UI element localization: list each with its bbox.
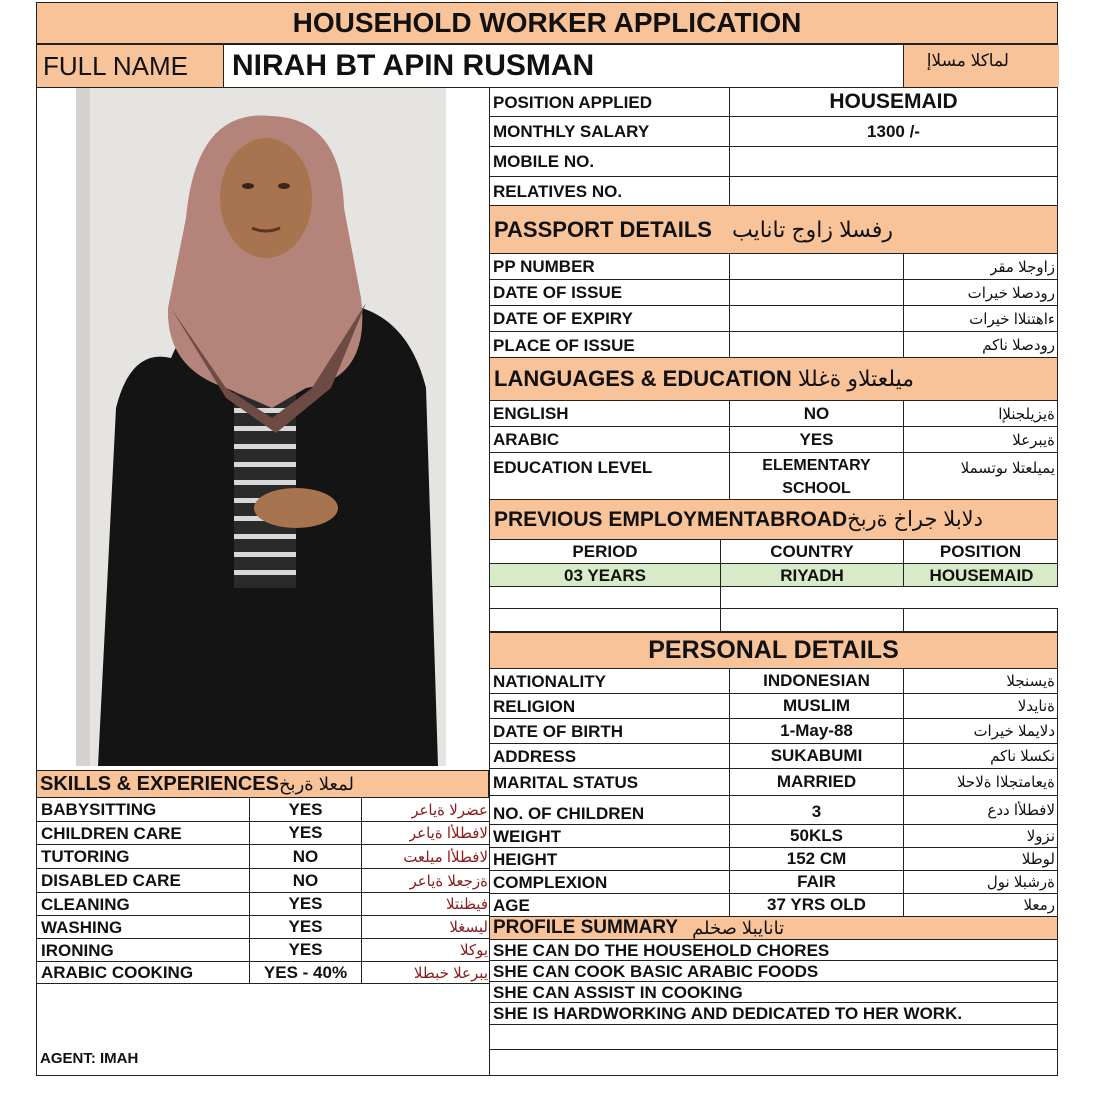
skills-title-arabic: لمعلا ةربخ: [278, 773, 355, 794]
pp-number-label: PP NUMBER: [493, 257, 595, 276]
table-row: [490, 796, 1057, 825]
arabic-label: ARABIC: [493, 430, 560, 449]
list-item: [490, 940, 1057, 961]
portrait-illustration: [76, 88, 446, 766]
skill-label: CHILDREN CARE: [41, 823, 182, 843]
skill-value: YES - 40%: [263, 962, 348, 982]
children-value: 3: [811, 802, 822, 821]
age-label: AGE: [493, 895, 530, 915]
skill-value: YES: [288, 823, 323, 842]
list-item: [490, 1025, 1057, 1050]
relatives-label: RELATIVES NO.: [493, 182, 623, 201]
position-header: POSITION: [903, 540, 1057, 563]
employment-position: HOUSEMAID: [903, 564, 1059, 586]
table-row: [490, 694, 1057, 719]
job-table: [489, 88, 1058, 206]
skill-arabic: لافطلأا ةياعر: [408, 825, 488, 842]
employment-title: PREVIOUS EMPLOYMENTABROAD: [494, 507, 848, 531]
pp-number-arabic: زاوجلا مقر: [990, 258, 1055, 276]
issue-date-arabic: رودصلا خيرات: [967, 284, 1055, 302]
table-row: [490, 871, 1057, 894]
religion-label: RELIGION: [493, 696, 576, 716]
table-row: [490, 669, 1057, 694]
skill-value: YES: [288, 799, 323, 819]
skill-label: BABYSITTING: [41, 800, 157, 819]
marital-label: MARITAL STATUS: [493, 772, 639, 792]
passport-title: PASSPORT DETAILS: [494, 216, 712, 242]
profile-table: [489, 940, 1058, 1076]
position-value: HOUSEMAID: [829, 90, 958, 113]
list-item: [490, 961, 1057, 982]
issue-date-label: DATE OF ISSUE: [493, 283, 623, 302]
skill-value: YES: [288, 894, 323, 913]
employment-header: [489, 499, 1058, 540]
arabic-value: YES: [799, 429, 834, 449]
skill-arabic: فيظنتلا: [445, 896, 488, 913]
employment-table: [489, 540, 1058, 632]
page-title: HOUSEHOLD WORKER APPLICATION: [292, 7, 802, 38]
salary-value: 1300 /-: [867, 121, 920, 141]
expiry-date-label: DATE OF EXPIRY: [493, 309, 633, 328]
full-name-value-cell: [223, 45, 903, 87]
table-row: [490, 117, 1057, 147]
full-name-arabic: لماكلا مسلاإ: [926, 51, 1009, 70]
table-row: [490, 769, 1057, 796]
agent-name: AGENT: IMAH: [40, 1050, 139, 1067]
expiry-date-arabic: ءاهتنلاا خيرات: [969, 310, 1055, 328]
employment-period: 03 YEARS: [564, 565, 646, 585]
education-arabic: يميلعتلا ىوتسملا: [960, 460, 1055, 477]
education-label: EDUCATION LEVEL: [493, 458, 653, 477]
complexion-value: FAIR: [797, 872, 836, 891]
skill-value: NO: [292, 846, 319, 866]
list-item: [490, 1003, 1057, 1025]
passport-header: [489, 205, 1058, 254]
nationality-arabic: ةيسنجلا: [1006, 673, 1055, 690]
nationality-value: INDONESIAN: [763, 671, 870, 690]
profile-line-4: SHE IS HARDWORKING AND DEDICATED TO HER WORK.: [493, 1004, 963, 1023]
address-value: SUKABUMI: [770, 746, 863, 765]
skills-title: SKILLS & EXPERIENCES: [40, 772, 279, 795]
full-name-label-cell: [37, 45, 223, 87]
table-row: [489, 540, 1058, 564]
address-arabic: نكسلا ناكم: [990, 748, 1055, 765]
marital-value: MARRIED: [776, 772, 857, 791]
weight-value: 50KLS: [790, 826, 843, 845]
dob-arabic: دلايملا خيرات: [973, 723, 1055, 740]
issue-place-label: PLACE OF ISSUE: [493, 335, 635, 355]
english-label: ENGLISH: [493, 404, 569, 423]
complexion-label: COMPLEXION: [493, 872, 608, 892]
nationality-label: NATIONALITY: [493, 671, 607, 691]
employment-title-arabic: دلابلا جراخ ةربخ: [847, 508, 984, 531]
skill-value: YES: [288, 940, 323, 959]
weight-arabic: نزولا: [1026, 828, 1055, 845]
skill-arabic: لافطلأا ميلعت: [403, 848, 488, 866]
table-row: [37, 939, 489, 962]
table-row: [490, 453, 1057, 500]
skill-label: IRONING: [41, 940, 114, 960]
skill-label: TUTORING: [41, 847, 130, 866]
table-row: [489, 609, 1058, 632]
profile-header: [489, 916, 1058, 940]
personal-header: [489, 632, 1058, 669]
table-row: [490, 177, 1057, 206]
table-row: [37, 962, 489, 984]
full-name-row: [36, 44, 1058, 88]
dob-value: 1-May-88: [780, 721, 853, 740]
skill-label: CLEANING: [41, 894, 130, 914]
full-name-value: NIRAH BT APIN RUSMAN: [232, 49, 595, 82]
age-value: 37 YRS OLD: [767, 895, 866, 914]
country-header: COUNTRY: [720, 540, 903, 563]
agent-label: [40, 1050, 138, 1067]
list-item: [490, 982, 1057, 1003]
address-label: ADDRESS: [493, 746, 577, 766]
height-label: HEIGHT: [493, 849, 558, 869]
dob-label: DATE OF BIRTH: [493, 721, 624, 741]
height-value: 152 CM: [786, 849, 847, 868]
position-label: POSITION APPLIED: [493, 92, 653, 112]
table-row: [490, 427, 1057, 453]
table-row: [490, 848, 1057, 871]
period-header: PERIOD: [572, 542, 638, 561]
issue-place-arabic: رودصلا ناكم: [982, 337, 1055, 354]
weight-label: WEIGHT: [493, 826, 561, 846]
skills-header: [36, 770, 489, 798]
personal-title: PERSONAL DETAILS: [648, 636, 899, 664]
skill-label: WASHING: [41, 917, 123, 937]
table-row: [37, 893, 489, 916]
languages-title-arabic: ميلعتلاو ةغللا: [797, 366, 915, 391]
employment-country: RIYADH: [720, 564, 903, 586]
skill-arabic: يبرعلا خبطلا: [413, 964, 488, 982]
skill-arabic: عضرلا ةياعر: [411, 801, 488, 819]
salary-label: MONTHLY SALARY: [493, 122, 650, 141]
title-bar: [36, 2, 1058, 44]
religion-value: MUSLIM: [782, 696, 851, 715]
table-row: [490, 254, 1057, 280]
children-arabic: لافطلأا ددع: [987, 802, 1055, 819]
profile-line-3: SHE CAN ASSIST IN COOKING: [493, 982, 743, 1002]
table-row: [490, 332, 1057, 358]
table-row: [490, 280, 1057, 306]
full-name-label: FULL NAME: [43, 50, 188, 81]
profile-line-1: SHE CAN DO THE HOUSEHOLD CHORES: [493, 940, 830, 960]
mobile-label: MOBILE NO.: [493, 152, 595, 171]
languages-title: LANGUAGES & EDUCATION: [494, 366, 792, 391]
languages-header: [489, 357, 1058, 401]
profile-line-2: SHE CAN COOK BASIC ARABIC FOODS: [493, 961, 819, 981]
table-row: [37, 845, 489, 869]
children-label: NO. OF CHILDREN: [493, 804, 645, 823]
english-arabic: ةيزيلجنلإا: [998, 405, 1055, 423]
languages-table: [489, 401, 1058, 500]
skill-arabic: ةزجعلا ةياعر: [409, 872, 488, 890]
table-row: [490, 147, 1057, 177]
age-arabic: رمعلا: [1023, 897, 1055, 914]
full-name-arabic-cell: [903, 45, 1059, 87]
skill-value: YES: [288, 917, 323, 936]
table-row: [37, 916, 489, 939]
arabic-arabic: ةيبرعلا: [1012, 431, 1055, 449]
table-row: [490, 894, 1057, 916]
applicant-photo: [76, 88, 446, 766]
table-row: [490, 744, 1057, 769]
table-row: [489, 564, 1058, 587]
table-row: [490, 825, 1057, 848]
passport-title-arabic: رفسلا زاوج تانايب: [731, 216, 894, 242]
skill-label: ARABIC COOKING: [41, 963, 194, 982]
height-arabic: لوطلا: [1021, 851, 1055, 868]
table-row: [489, 587, 1058, 609]
table-row: [37, 869, 489, 893]
profile-title-arabic: تانايبلا صخلم: [692, 917, 785, 938]
table-row: [37, 798, 489, 822]
table-row: [490, 401, 1057, 427]
complexion-arabic: ةرشبلا نول: [986, 874, 1055, 891]
skills-table: [36, 798, 489, 986]
english-value: NO: [803, 403, 830, 423]
profile-title: PROFILE SUMMARY: [493, 917, 679, 938]
table-row: [490, 306, 1057, 332]
skill-value: NO: [292, 870, 319, 890]
religion-arabic: ةنايدلا: [1017, 698, 1055, 715]
passport-table: [489, 254, 1058, 358]
education-value: ELEMENTARY: [762, 456, 871, 474]
table-row: [490, 719, 1057, 744]
skill-arabic: ليسغلا: [449, 919, 488, 936]
personal-table: [489, 669, 1058, 916]
skill-arabic: يوكلا: [459, 942, 488, 959]
education-value-2: SCHOOL: [782, 479, 851, 497]
marital-arabic: ةيعامتجلاا ةلاحلا: [956, 774, 1055, 791]
skill-label: DISABLED CARE: [41, 871, 181, 890]
table-row: [37, 822, 489, 845]
table-row: [490, 88, 1057, 117]
